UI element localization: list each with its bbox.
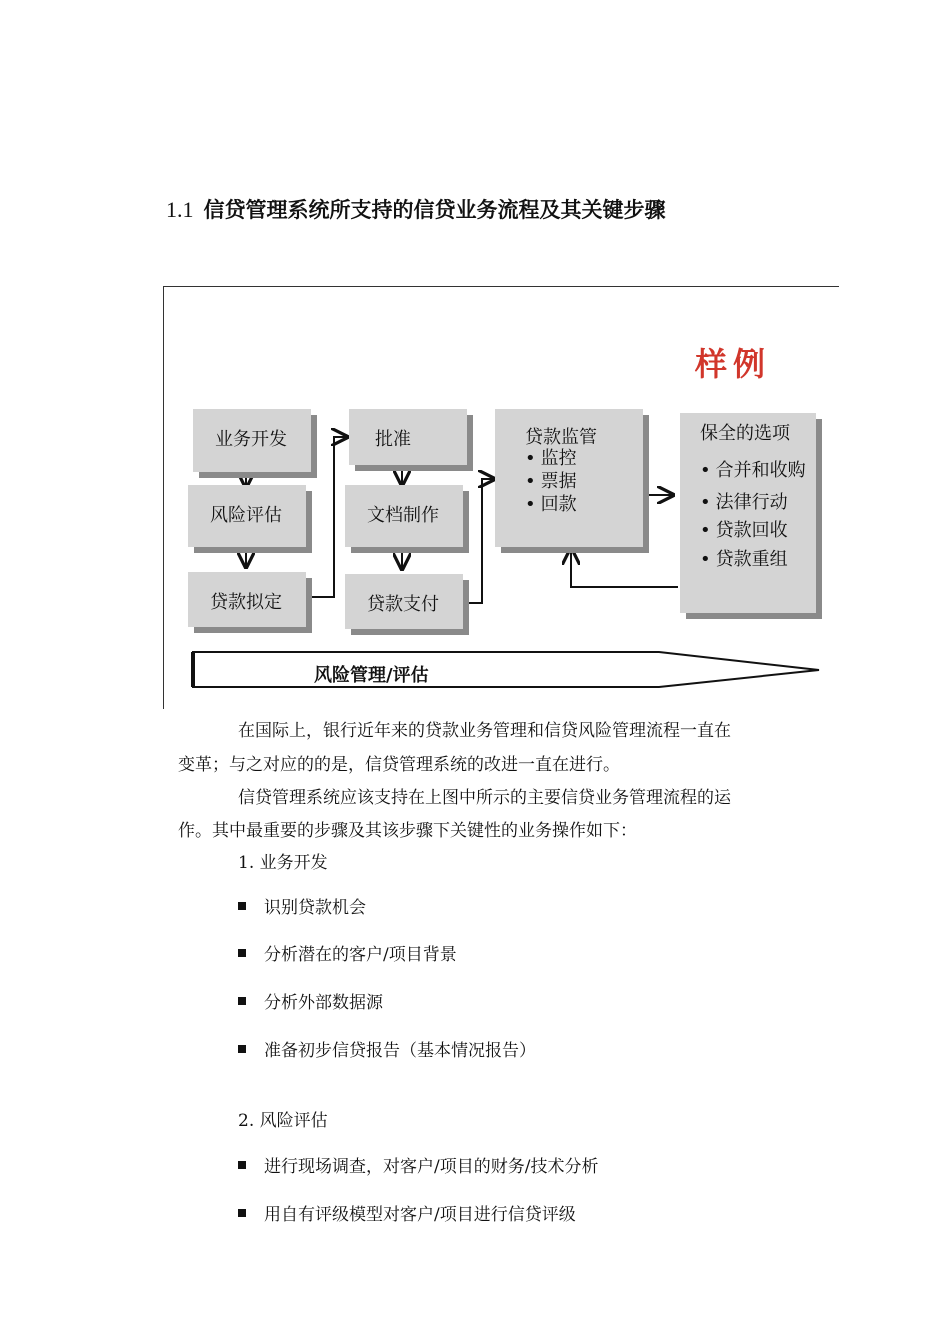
list-item-text: 准备初步信贷报告（基本情况报告） (264, 1041, 536, 1061)
step-label: 贷款支付 (367, 594, 439, 615)
monitor-item: • 票据 (525, 470, 577, 493)
monitor-item: • 回款 (525, 493, 577, 516)
monitor-title: 贷款监管 (525, 427, 597, 448)
options-title: 保全的选项 (700, 423, 790, 444)
risk-bar-label: 风险管理/评估 (314, 665, 429, 686)
arrow-6 (466, 479, 494, 603)
step-label: 风险评估 (210, 505, 282, 526)
options-item: • 法律行动 (700, 489, 806, 517)
step-approval (349, 409, 467, 465)
paragraph-2-line-1: 信贷管理系统应该支持在上图中所示的主要信贷业务管理流程的运 (238, 788, 731, 808)
paragraph-2-line-2: 作。其中最重要的步骤及其该步骤下关键性的业务操作如下： (178, 821, 637, 841)
risk-bar (193, 652, 819, 687)
options-item: • 贷款回收 (700, 517, 806, 545)
arrow-8 (571, 549, 678, 587)
list-item (238, 1200, 576, 1225)
list-item-text: 进行现场调查，对客户/项目的财务/技术分析 (264, 1157, 599, 1177)
step-label: 文档制作 (367, 505, 439, 526)
list-item-text: 分析外部数据源 (264, 993, 383, 1013)
step-risk-assessment (188, 485, 306, 547)
list-item (238, 1036, 536, 1061)
legend-label: 样例 (695, 345, 772, 383)
arrow-3 (310, 437, 347, 597)
step-disbursement (345, 574, 463, 629)
heading-number: 1.1 (166, 197, 194, 222)
options-item: • 贷款重组 (700, 545, 806, 575)
list-item-text: 用自有评级模型对客户/项目进行信贷评级 (264, 1205, 576, 1225)
list-item (238, 940, 457, 965)
section-1-title: 1. 业务开发 (238, 853, 328, 873)
list-item (238, 893, 366, 918)
list-item-text: 识别贷款机会 (264, 898, 366, 918)
step-recovery-options (680, 413, 816, 613)
monitor-list (525, 447, 577, 516)
options-list (700, 453, 806, 575)
paragraph-1-line-1: 在国际上，银行近年来的贷款业务管理和信贷风险管理流程一直在 (238, 721, 731, 741)
step-label: 业务开发 (215, 429, 287, 450)
list-item (238, 1152, 598, 1177)
list-item (238, 988, 383, 1013)
options-item: • 合并和收购 (700, 453, 806, 489)
step-label: 批准 (375, 429, 411, 450)
process-diagram (163, 286, 839, 709)
step-loan-monitoring (495, 409, 643, 547)
list-item-text: 分析潜在的客户/项目背景 (264, 945, 457, 965)
step-label: 贷款拟定 (210, 592, 282, 613)
heading-title: 信贷管理系统所支持的信贷业务流程及其关键步骤 (203, 197, 666, 222)
section-2-title: 2. 风险评估 (238, 1111, 328, 1131)
step-business-dev (193, 409, 311, 472)
monitor-item: • 监控 (525, 447, 577, 470)
paragraph-1-line-2: 变革；与之对应的的是，信贷管理系统的改进一直在进行。 (178, 755, 620, 775)
step-loan-drafting (188, 572, 306, 627)
section-heading (166, 194, 666, 224)
step-documentation (345, 485, 463, 547)
